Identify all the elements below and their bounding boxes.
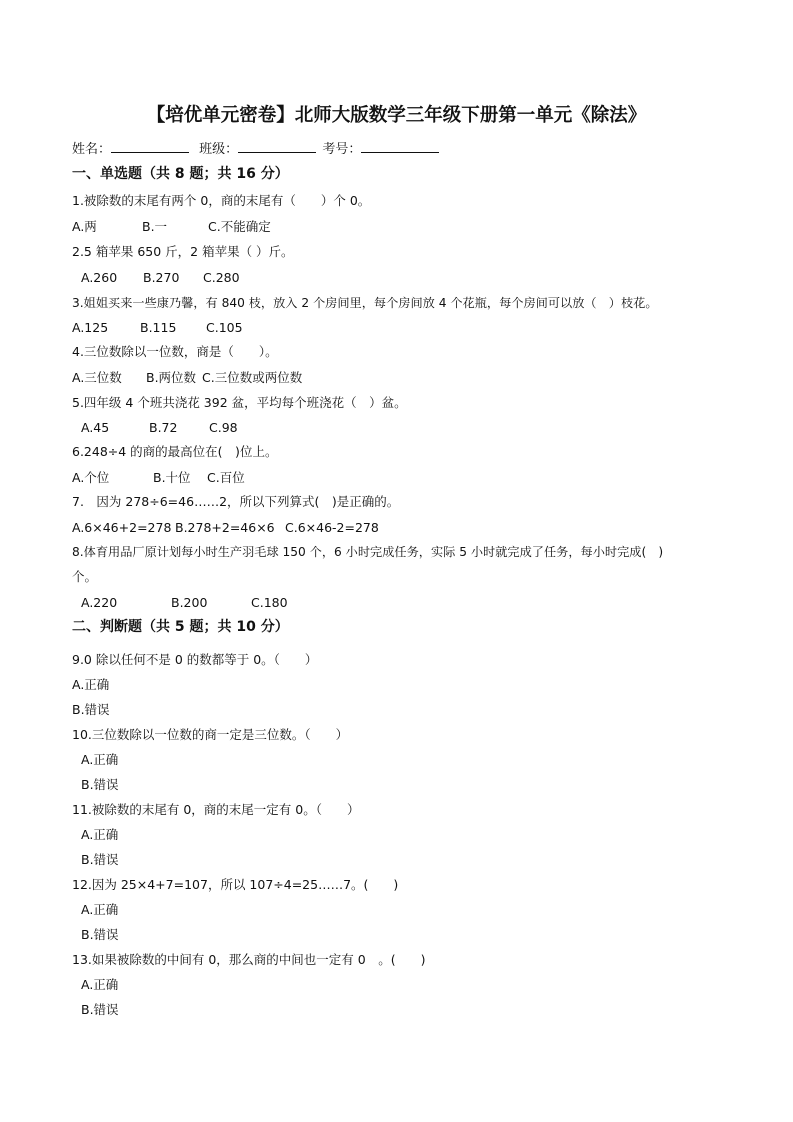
- number-blank[interactable]: [361, 139, 439, 153]
- question-4-options: [72, 370, 302, 386]
- question-9-option-a[interactable]: A.正确: [72, 677, 110, 692]
- option-a[interactable]: A.三位数: [72, 370, 122, 385]
- option-c[interactable]: C.98: [209, 420, 238, 435]
- number-label: 考号：: [322, 142, 362, 157]
- question-6-options: [72, 470, 245, 486]
- page-title: 【培优单元密卷】北师大版数学三年级下册第一单元《除法》: [146, 105, 647, 126]
- option-c[interactable]: C.180: [251, 595, 288, 610]
- question-13-text: 13.如果被除数的中间有 0，那么商的中间也一定有 0 。( ): [72, 952, 426, 967]
- option-b[interactable]: B.72: [149, 420, 178, 435]
- question-9-text: 9.0 除以任何不是 0 的数都等于 0。（ ）: [72, 652, 318, 667]
- option-b[interactable]: B.十位: [153, 470, 191, 485]
- question-3-text: 3.姐姐买来一些康乃馨，有 840 枝，放入 2 个房间里，每个房间放 4 个花瓶，每个房间可以放（ ）枝花。: [72, 296, 658, 310]
- question-5-options: [81, 420, 238, 436]
- option-a[interactable]: A.125: [72, 320, 109, 335]
- question-12-option-b[interactable]: B.错误: [81, 927, 119, 942]
- option-b[interactable]: B.一: [142, 219, 168, 234]
- option-b[interactable]: B.两位数: [146, 370, 197, 385]
- option-c[interactable]: C.280: [203, 270, 240, 285]
- question-11-option-b[interactable]: B.错误: [81, 852, 119, 867]
- option-a[interactable]: A.个位: [72, 470, 110, 485]
- option-c[interactable]: C.百位: [207, 470, 245, 485]
- option-c[interactable]: C.不能确定: [208, 219, 271, 234]
- question-9-option-b[interactable]: B.错误: [72, 702, 110, 717]
- question-8-text-line2: 个。: [72, 569, 98, 584]
- option-a[interactable]: A.6×46+2=278: [72, 520, 172, 535]
- question-11-option-a[interactable]: A.正确: [81, 827, 119, 842]
- question-4-text: 4.三位数除以一位数，商是（ ）。: [72, 344, 278, 359]
- option-a[interactable]: A.260: [81, 270, 118, 285]
- option-a[interactable]: A.220: [81, 595, 118, 610]
- class-blank[interactable]: [238, 139, 316, 153]
- question-7-options: [72, 520, 379, 536]
- question-10-option-b[interactable]: B.错误: [81, 777, 119, 792]
- option-b[interactable]: B.278+2=46×6: [175, 520, 275, 535]
- question-10-text: 10.三位数除以一位数的商一定是三位数。（ ）: [72, 727, 349, 742]
- name-blank[interactable]: [111, 139, 189, 153]
- student-info-row: [72, 139, 439, 158]
- question-5-text: 5.四年级 4 个班共浇花 392 盆，平均每个班浇花（ ）盆。: [72, 395, 407, 410]
- option-b[interactable]: B.270: [143, 270, 180, 285]
- option-b[interactable]: B.115: [140, 320, 177, 335]
- option-c[interactable]: C.6×46-2=278: [285, 520, 379, 535]
- question-2-options: [81, 270, 240, 286]
- question-1-text: 1.被除数的末尾有两个 0，商的末尾有（ ）个 0。: [72, 193, 371, 208]
- question-13-option-b[interactable]: B.错误: [81, 1002, 119, 1017]
- question-13-option-a[interactable]: A.正确: [81, 977, 119, 992]
- question-1-options: [72, 219, 271, 235]
- option-a[interactable]: A.两: [72, 219, 97, 234]
- option-c[interactable]: C.三位数或两位数: [202, 370, 303, 385]
- class-label: 班级：: [199, 142, 239, 157]
- question-2-text: 2.5 箱苹果 650 斤，2 箱苹果（ ）斤。: [72, 244, 294, 259]
- option-a[interactable]: A.45: [81, 420, 110, 435]
- question-7-text: 7. 因为 278÷6=46……2，所以下列算式( )是正确的。: [72, 494, 400, 509]
- section-heading-single-choice: 一、单选题（共 8 题；共 16 分）: [72, 166, 289, 182]
- question-10-option-a[interactable]: A.正确: [81, 752, 119, 767]
- name-label: 姓名：: [72, 142, 112, 157]
- section-heading-true-false: 二、判断题（共 5 题；共 10 分）: [72, 619, 289, 635]
- question-12-option-a[interactable]: A.正确: [81, 902, 119, 917]
- question-6-text: 6.248÷4 的商的最高位在( )位上。: [72, 444, 278, 459]
- option-b[interactable]: B.200: [171, 595, 208, 610]
- question-8-options: [81, 595, 288, 611]
- question-11-text: 11.被除数的末尾有 0，商的末尾一定有 0。（ ）: [72, 802, 360, 817]
- question-12-text: 12.因为 25×4+7=107，所以 107÷4=25……7。( ): [72, 877, 399, 892]
- question-3-options: [72, 320, 243, 336]
- option-c[interactable]: C.105: [206, 320, 243, 335]
- question-8-text-line1: 8.体育用品厂原计划每小时生产羽毛球 150 个，6 小时完成任务，实际 5 小时就完成了任务，每小时完成( ): [72, 545, 664, 559]
